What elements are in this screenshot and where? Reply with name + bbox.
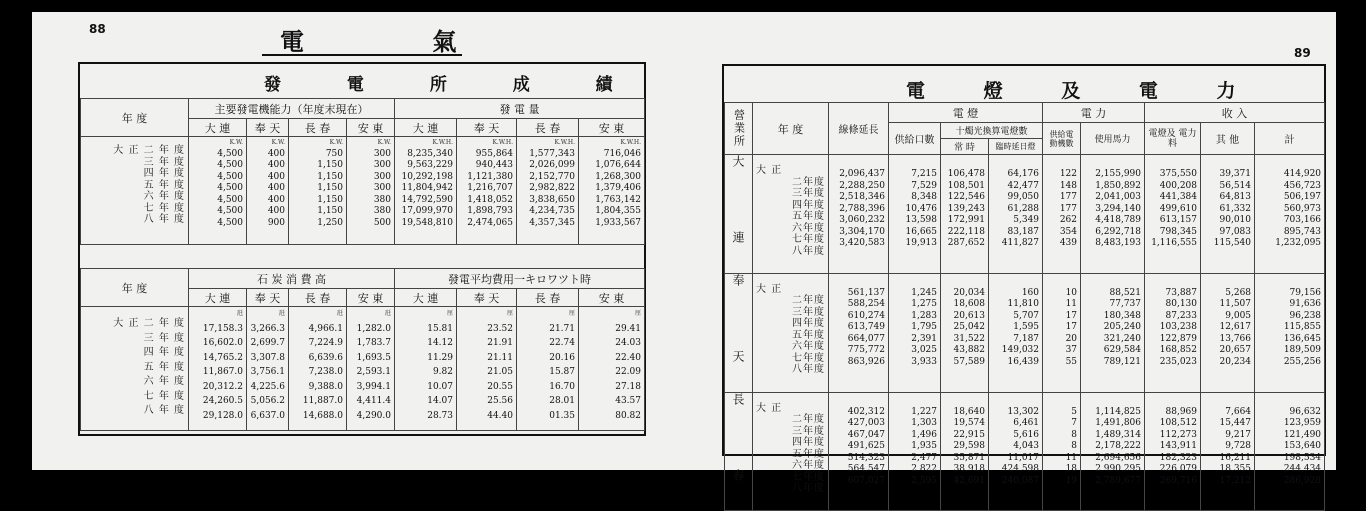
coal-dalian: 瓩 17,158.3 16,602.0 14,765.2 11,867.0 20,312.2 24,260.5 29,128.0 xyxy=(189,307,247,431)
year-column xyxy=(81,137,189,245)
table-cell: 11.29 xyxy=(427,352,453,363)
table-cell: 17,099,970 xyxy=(401,206,453,216)
table-cell: 1,216,707 xyxy=(467,183,513,193)
table-cell: 四 年 度 xyxy=(143,347,185,358)
temporary-header: 臨時延日燈 xyxy=(989,139,1043,155)
office-machines-column: 10 11 17 17 20 37 55 xyxy=(1043,273,1081,392)
office-temp-column: 160 11,810 5,707 1,595 7,187 149,032 16,439 xyxy=(989,273,1043,392)
office-supply-column: 7,215 7,529 8,348 10,476 13,598 16,665 19,913 xyxy=(889,155,941,274)
office-line-column: 2,096,437 2,288,250 2,518,346 2,788,396 3,060,232 3,304,170 3,420,583 xyxy=(829,155,889,274)
office-other-column: 5,268 11,507 9,005 12,617 13,766 20,657 20,234 xyxy=(1201,273,1255,392)
cost-changchun: 厘 21.71 22.74 20.16 15.87 16.70 28.01 01.35 xyxy=(517,307,579,431)
table-cell: 六 年 度 xyxy=(143,376,185,387)
office-hp-column: 1,114,825 1,491,806 1,489,314 2,178,222 2,694,656 2,990,295 2,789,677 xyxy=(1081,392,1145,511)
cost-mukden: 厘 23.52 21.91 21.11 21.05 20.55 25.56 44.40 xyxy=(457,307,517,431)
table-cell: 43.57 xyxy=(615,396,641,406)
table-cell: 400 xyxy=(267,183,285,193)
table-cell: 2,474,065 xyxy=(467,217,513,228)
table-cell: 28.73 xyxy=(427,410,453,421)
table-cell: 4,234,735 xyxy=(529,206,575,216)
table-cell: 3,994.1 xyxy=(356,381,391,392)
table-cell: 10.07 xyxy=(427,381,453,392)
table-cell: 4,290.0 xyxy=(356,410,391,421)
table-cell: 10,292,198 xyxy=(401,171,453,182)
table-cell: 16.70 xyxy=(549,381,575,392)
table-cell: 八 年 度 xyxy=(143,405,185,416)
table-cell: 22.40 xyxy=(615,352,641,363)
table-cell: 1,250 xyxy=(317,217,343,228)
year-column xyxy=(81,307,189,431)
table-cell: 21.05 xyxy=(487,367,513,377)
capacity-mukden: K.W. 400 400 400 400 400 400 900 xyxy=(247,137,289,245)
city-header: 大 連 xyxy=(395,289,457,307)
left-page-number: 88 xyxy=(89,22,106,36)
power-header: 電 力 xyxy=(1043,103,1145,123)
table-cell: 4,500 xyxy=(217,160,243,170)
table-cell: 28.01 xyxy=(549,396,575,406)
table-cell: 14.07 xyxy=(427,396,453,406)
year-header: 年 度 xyxy=(753,103,829,155)
table-cell: 七 年 度 xyxy=(143,390,185,402)
table-cell: 4,500 xyxy=(217,217,243,228)
city-header: 奉 天 xyxy=(247,119,289,137)
capacity-andong: K.W. 300 300 300 300 380 380 500 xyxy=(347,137,395,245)
office-row xyxy=(725,155,1325,274)
office-name: 長 春 xyxy=(725,392,753,511)
lamp-header: 電 燈 xyxy=(889,103,1043,123)
capacity-generation-table xyxy=(80,98,645,245)
table-cell: 380 xyxy=(373,206,391,216)
table-cell: 大 正 二 年 度 xyxy=(113,318,185,329)
table-cell: 1,150 xyxy=(317,194,343,205)
table-cell: 1,693.5 xyxy=(356,352,391,363)
office-hp-column: 2,155,990 1,850,892 2,041,003 3,294,140 4,418,789 6,292,718 8,483,193 xyxy=(1081,155,1145,274)
table-cell: 5,056.2 xyxy=(250,396,285,406)
city-header: 奉 天 xyxy=(457,119,517,137)
table-cell: 9,388.0 xyxy=(308,381,343,392)
table-cell: 300 xyxy=(373,160,391,170)
city-header: 大 連 xyxy=(189,289,247,307)
table-cell: 五 年 度 xyxy=(143,179,185,191)
table-cell: 四 年 度 xyxy=(143,168,185,179)
table-cell: 20.16 xyxy=(549,352,575,363)
office-temp-column: 13,302 6,461 5,616 4,043 11,017 424,598 240,087 xyxy=(989,392,1043,511)
header-rule xyxy=(262,54,462,56)
left-page xyxy=(32,12,684,470)
office-temp-column: 64,176 42,477 99,050 61,288 5,349 83,187 411,827 xyxy=(989,155,1043,274)
city-header: 大 連 xyxy=(189,119,247,137)
table-cell: 4,357,345 xyxy=(529,217,575,228)
table-cell: 300 xyxy=(373,171,391,182)
table-cell: 15.81 xyxy=(427,323,453,334)
capacity-changchun: K.W. 750 1,150 1,150 1,150 1,150 1,150 1,250 xyxy=(289,137,347,245)
office-line-column: 561,137 588,254 610,274 613,749 664,077 775,772 863,926 xyxy=(829,273,889,392)
table-cell: 14.12 xyxy=(427,338,453,348)
table-cell: 3,307.8 xyxy=(250,352,285,363)
table-cell: 6,637.0 xyxy=(250,410,285,421)
table-cell: 11,867.0 xyxy=(202,367,243,377)
left-page-header: 電 氣 xyxy=(280,27,517,56)
city-header: 長 春 xyxy=(289,119,347,137)
cost-dalian: 厘 15.81 14.12 11.29 9.82 10.07 14.07 28.73 xyxy=(395,307,457,431)
table-cell: 4,411.4 xyxy=(356,396,391,406)
table-cell: 1,783.7 xyxy=(356,338,391,348)
table-cell: 380 xyxy=(373,194,391,205)
office-machines-column: 5 7 8 8 11 18 19 xyxy=(1043,392,1081,511)
city-header: 長 春 xyxy=(517,289,579,307)
table-cell: 1,898,793 xyxy=(467,206,513,216)
table-cell: 1,150 xyxy=(317,183,343,193)
line-length-header: 線條延長 xyxy=(829,103,889,155)
power-plant-title: 發 電 所 成 績 xyxy=(264,75,643,95)
office-total-column: 79,156 91,636 96,238 115,855 136,645 189,509 255,256 xyxy=(1255,273,1325,392)
coal-header: 石 炭 消 費 高 xyxy=(189,269,395,289)
table-cell: 29,128.0 xyxy=(202,410,243,421)
table-cell: 3,266.3 xyxy=(250,323,285,334)
table-cell: 14,688.0 xyxy=(302,410,343,421)
table-cell: 1,418,052 xyxy=(467,194,513,205)
table-cell: 300 xyxy=(373,183,391,193)
table-cell: 8,235,340 xyxy=(407,148,453,159)
right-page xyxy=(684,12,1336,511)
table-cell: 716,046 xyxy=(603,148,641,159)
city-header: 奉 天 xyxy=(247,289,289,307)
office-regular-column: 106,478 108,501 122,546 139,243 172,991 222,118 287,652 xyxy=(941,155,989,274)
table-cell: 24.03 xyxy=(615,338,641,348)
table-cell: 9,563,229 xyxy=(407,160,453,170)
office-hp-column: 88,521 77,737 180,348 205,240 321,240 629,584 789,121 xyxy=(1081,273,1145,392)
city-header: 長 春 xyxy=(517,119,579,137)
other-header: 其 他 xyxy=(1201,123,1255,155)
table-cell: 9.82 xyxy=(432,367,453,377)
table-cell: 300 xyxy=(373,148,391,159)
table-cell: 23.52 xyxy=(487,323,513,334)
table-cell: 80.82 xyxy=(615,410,641,421)
machines-header: 供給電 動機數 xyxy=(1043,123,1081,155)
table-cell: 1,121,380 xyxy=(467,171,513,182)
table-cell: 1,804,355 xyxy=(595,206,641,216)
year-header: 年 度 xyxy=(81,269,189,307)
table-cell: 19,548,810 xyxy=(401,217,453,228)
office-supply-column: 1,227 1,303 1,496 1,935 2,477 2,822 2,595 xyxy=(889,392,941,511)
coal-mukden: 瓩 3,266.3 2,699.7 3,307.8 3,756.1 4,225.6 5,056.2 6,637.0 xyxy=(247,307,289,431)
generation-changchun: K.W.H. 1,577,343 2,026,099 2,152,770 2,982,822 3,838,650 4,234,735 4,357,345 xyxy=(517,137,579,245)
table-cell: 七 年 度 xyxy=(143,202,185,214)
cost-andong: 厘 29.41 24.03 22.40 22.09 27.18 43.57 80.82 xyxy=(579,307,645,431)
revenue-header: 收 入 xyxy=(1145,103,1325,123)
table-cell: 16,602.0 xyxy=(202,338,243,348)
table-cell: 3,756.1 xyxy=(250,367,285,377)
table-cell: 1,282.0 xyxy=(356,323,391,334)
table-cell: 三 年 度 xyxy=(143,156,185,168)
office-other-column: 39,371 56,514 64,813 61,332 90,010 97,083 115,540 xyxy=(1201,155,1255,274)
city-header: 長 春 xyxy=(289,289,347,307)
coal-changchun: 瓩 4,966.1 7,224.9 6,639.6 7,238.0 9,388.0 11,887.0 14,688.0 xyxy=(289,307,347,431)
table-cell: 7,224.9 xyxy=(308,338,343,348)
office-line-column: 402,312 427,003 467,047 491,625 514,323 564,547 607,027 xyxy=(829,392,889,511)
city-header: 安 東 xyxy=(347,289,395,307)
lamp-power-title: 電 燈 及 電 力 xyxy=(906,80,1262,102)
table-cell: 4,500 xyxy=(217,171,243,182)
table-cell: 1,577,343 xyxy=(529,148,575,159)
table-cell: 25.56 xyxy=(487,396,513,406)
table-cell: 21.11 xyxy=(487,352,513,363)
table-cell: 4,500 xyxy=(217,194,243,205)
table-cell: 11,804,942 xyxy=(401,183,453,193)
table-cell: 1,076,644 xyxy=(595,160,641,170)
city-header: 安 東 xyxy=(579,119,645,137)
table-cell: 01.35 xyxy=(549,410,575,421)
table-cell: 22.74 xyxy=(549,338,575,348)
table-cell: 24,260.5 xyxy=(202,396,243,406)
table-cell: 940,443 xyxy=(475,160,513,170)
office-regular-column: 20,034 18,608 20,613 25,042 31,522 43,882 57,589 xyxy=(941,273,989,392)
table-cell: 八 年 度 xyxy=(143,214,185,225)
table-cell: 2,699.7 xyxy=(250,338,285,348)
total-header: 計 xyxy=(1255,123,1325,155)
office-fee-column: 88,969 108,512 112,273 143,911 182,323 226,079 269,716 xyxy=(1145,392,1201,511)
year-header: 年 度 xyxy=(81,99,189,137)
table-cell: 2,593.1 xyxy=(356,367,391,377)
generation-header: 發 電 量 xyxy=(395,99,645,119)
office-row xyxy=(725,273,1325,392)
table-cell: 3,838,650 xyxy=(529,194,575,205)
table-cell: 14,765.2 xyxy=(202,352,243,363)
capacity-dalian: K.W. 4,500 4,500 4,500 4,500 4,500 4,500 4,500 xyxy=(189,137,247,245)
table-cell: 400 xyxy=(267,160,285,170)
table-cell: 7,238.0 xyxy=(308,367,343,377)
table-cell: 4,500 xyxy=(217,206,243,216)
table-cell: 2,982,822 xyxy=(529,183,575,193)
table-cell: 4,225.6 xyxy=(250,381,285,392)
table-cell: 1,150 xyxy=(317,160,343,170)
table-cell: 22.09 xyxy=(615,367,641,377)
office-fee-column: 73,887 80,130 87,233 103,238 122,879 168,852 235,023 xyxy=(1145,273,1201,392)
candle-header: 十燭光換算電燈數 xyxy=(941,123,1043,139)
table-cell: 955,864 xyxy=(475,148,513,159)
generation-dalian: K.W.H. 8,235,340 9,563,229 10,292,198 11,804,942 14,792,590 17,099,970 19,548,810 xyxy=(395,137,457,245)
office-other-column: 7,664 15,447 9,217 9,728 16,211 18,355 17,212 xyxy=(1201,392,1255,511)
table-cell: 17,158.3 xyxy=(202,323,243,334)
regular-header: 常 時 xyxy=(941,139,989,155)
office-total-column: 414,920 456,723 506,197 560,973 703,166 895,743 1,232,095 xyxy=(1255,155,1325,274)
capacity-header: 主要發電機能力（年度末現在） xyxy=(189,99,395,119)
table-cell: 900 xyxy=(267,217,285,228)
table-cell: 4,500 xyxy=(217,183,243,193)
table-cell: 400 xyxy=(267,148,285,159)
table-cell: 400 xyxy=(267,194,285,205)
table-cell: 4,966.1 xyxy=(308,323,343,334)
table-cell: 大 正 二 年 度 xyxy=(113,145,185,156)
year-column: 大 正 二年度 三年度 四年度 五年度 六年度 七年度 八年度 xyxy=(753,392,829,511)
table-cell: 4,500 xyxy=(217,148,243,159)
table-cell: 20,312.2 xyxy=(202,381,243,392)
table-cell: 15.87 xyxy=(549,367,575,377)
supply-count-header: 供給口數 xyxy=(889,123,941,155)
generation-andong: K.W.H. 716,046 1,076,644 1,268,300 1,379,406 1,763,142 1,804,355 1,933,567 xyxy=(579,137,645,245)
lamp-power-table xyxy=(724,102,1325,511)
table-cell: 11,887.0 xyxy=(302,396,343,406)
office-regular-column: 18,640 19,574 22,915 29,598 35,871 38,918 42,691 xyxy=(941,392,989,511)
table-cell: 1,268,300 xyxy=(595,171,641,182)
office-machines-column: 122 148 177 177 262 354 439 xyxy=(1043,155,1081,274)
city-header: 安 東 xyxy=(579,289,645,307)
office-name: 奉 天 xyxy=(725,273,753,392)
year-column: 大 正 二年度 三年度 四年度 五年度 六年度 七年度 八年度 xyxy=(753,273,829,392)
table-cell: 三 年 度 xyxy=(143,332,185,344)
office-supply-column: 1,245 1,275 1,283 1,795 2,391 3,025 3,933 xyxy=(889,273,941,392)
generation-mukden: K.W.H. 955,864 940,443 1,121,380 1,216,707 1,418,052 1,898,793 2,474,065 xyxy=(457,137,517,245)
year-column: 大 正 二年度 三年度 四年度 五年度 六年度 七年度 八年度 xyxy=(753,155,829,274)
fee-header: 電燈及 電力料 xyxy=(1145,123,1201,155)
table-cell: 44.40 xyxy=(487,410,513,421)
cost-header: 發電平均費用一キロワツト時 xyxy=(395,269,645,289)
table-cell: 21.91 xyxy=(487,338,513,348)
city-header: 奉 天 xyxy=(457,289,517,307)
city-header: 大 連 xyxy=(395,119,457,137)
table-cell: 6,639.6 xyxy=(308,352,343,363)
table-cell: 1,379,406 xyxy=(595,183,641,193)
horsepower-header: 使用馬力 xyxy=(1081,123,1145,155)
city-header: 安 東 xyxy=(347,119,395,137)
office-total-column: 96,632 123,959 121,490 153,640 198,534 244,434 286,928 xyxy=(1255,392,1325,511)
coal-andong: 瓩 1,282.0 1,783.7 1,693.5 2,593.1 3,994.1 4,411.4 4,290.0 xyxy=(347,307,395,431)
table-cell: 400 xyxy=(267,171,285,182)
coal-cost-table xyxy=(80,268,645,431)
office-header: 營業所 xyxy=(725,103,753,155)
table-cell: 2,026,099 xyxy=(529,160,575,170)
table-cell: 20.55 xyxy=(487,381,513,392)
table-cell: 六 年 度 xyxy=(143,191,185,202)
table-cell: 2,152,770 xyxy=(529,171,575,182)
table-cell: 1,933,567 xyxy=(595,217,641,228)
table-cell: 21.71 xyxy=(549,323,575,334)
office-row xyxy=(725,392,1325,511)
office-name: 大 連 xyxy=(725,155,753,274)
office-fee-column: 375,550 400,208 441,384 499,610 613,157 798,345 1,116,555 xyxy=(1145,155,1201,274)
table-cell: 29.41 xyxy=(615,323,641,334)
table-cell: 1,150 xyxy=(317,171,343,182)
table-cell: 400 xyxy=(267,206,285,216)
table-cell: 1,150 xyxy=(317,206,343,216)
table-cell: 1,763,142 xyxy=(595,194,641,205)
table-cell: 750 xyxy=(325,148,343,159)
table-cell: 27.18 xyxy=(615,381,641,392)
table-cell: 500 xyxy=(373,217,391,228)
right-page-number: 89 xyxy=(1294,46,1311,60)
table-cell: 14,792,590 xyxy=(401,194,453,205)
table-cell: 五 年 度 xyxy=(143,361,185,373)
